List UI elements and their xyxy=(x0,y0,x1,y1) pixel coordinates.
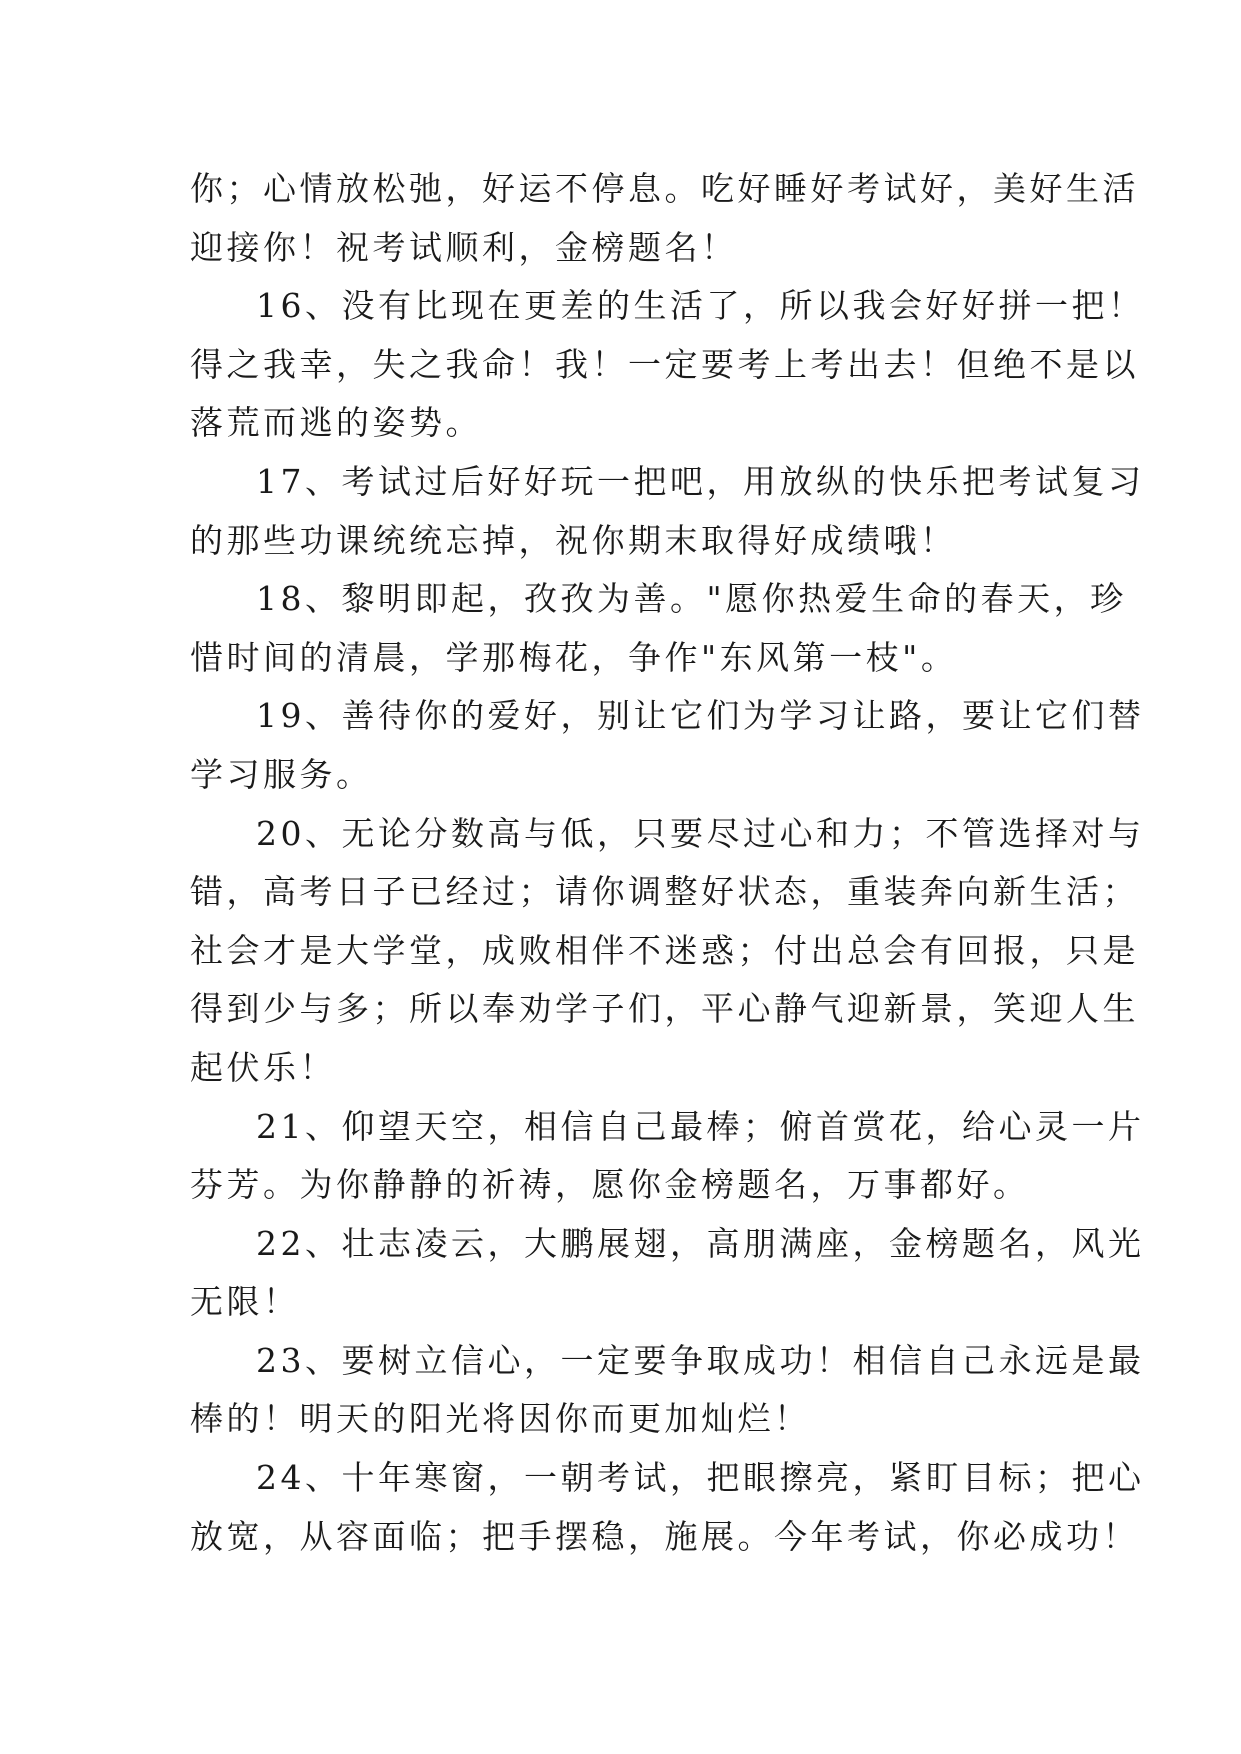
text-line: 你；心情放松弛，好运不停息。吃好睡好考试好，美好生活 xyxy=(190,169,1139,208)
text-line: 的那些功课统统忘掉，祝你期末取得好成绩哦！ xyxy=(190,520,957,560)
text-line: 放宽，从容面临；把手摆稳，施展。今年考试，你必成功！ xyxy=(190,1516,1139,1556)
text-line: 芬芳。为你静静的祈祷，愿你金榜题名，万事都好。 xyxy=(190,1165,1030,1205)
text-line: 22、壮志凌云，大鹏展翅，高朋满座，金榜题名，风光 xyxy=(256,1223,1145,1263)
text-line: 错，高考日子已经过；请你调整好状态，重装奔向新生活； xyxy=(190,872,1139,912)
text-line: 棒的！明天的阳光将因你而更加灿烂！ xyxy=(190,1399,811,1439)
text-line: 起伏乐！ xyxy=(190,1047,336,1087)
text-line: 18、黎明即起，孜孜为善。"愿你热爱生命的春天，珍 xyxy=(256,579,1127,619)
text-line: 23、要树立信心，一定要争取成功！相信自己永远是最 xyxy=(256,1340,1145,1380)
text-line: 17、考试过后好好玩一把吧，用放纵的快乐把考试复习 xyxy=(256,461,1145,501)
text-line: 迎接你！祝考试顺利，金榜题名！ xyxy=(190,227,738,267)
text-line: 16、没有比现在更差的生活了，所以我会好好拼一把！ xyxy=(256,286,1145,326)
text-line: 20、无论分数高与低，只要尽过心和力；不管选择对与 xyxy=(256,813,1145,853)
text-line: 19、善待你的爱好，别让它们为学习让路，要让它们替 xyxy=(256,696,1145,736)
text-line: 无限！ xyxy=(190,1282,300,1322)
text-line: 落荒而逃的姿势。 xyxy=(190,403,482,443)
text-line: 社会才是大学堂，成败相伴不迷惑；付出总会有回报，只是 xyxy=(190,930,1139,970)
text-line: 得之我幸，失之我命！我！一定要考上考出去！但绝不是以 xyxy=(190,344,1139,384)
text-line: 24、十年寒窗，一朝考试，把眼擦亮，紧盯目标；把心 xyxy=(256,1458,1145,1498)
text-line: 学习服务。 xyxy=(190,754,373,794)
text-line: 21、仰望天空，相信自己最棒；俯首赏花，给心灵一片 xyxy=(256,1106,1145,1146)
text-line: 惜时间的清晨，学那梅花，争作"东风第一枝"。 xyxy=(190,637,958,677)
document-body xyxy=(190,160,1145,1566)
text-line: 得到少与多；所以奉劝学子们，平心静气迎新景，笑迎人生 xyxy=(190,989,1139,1029)
